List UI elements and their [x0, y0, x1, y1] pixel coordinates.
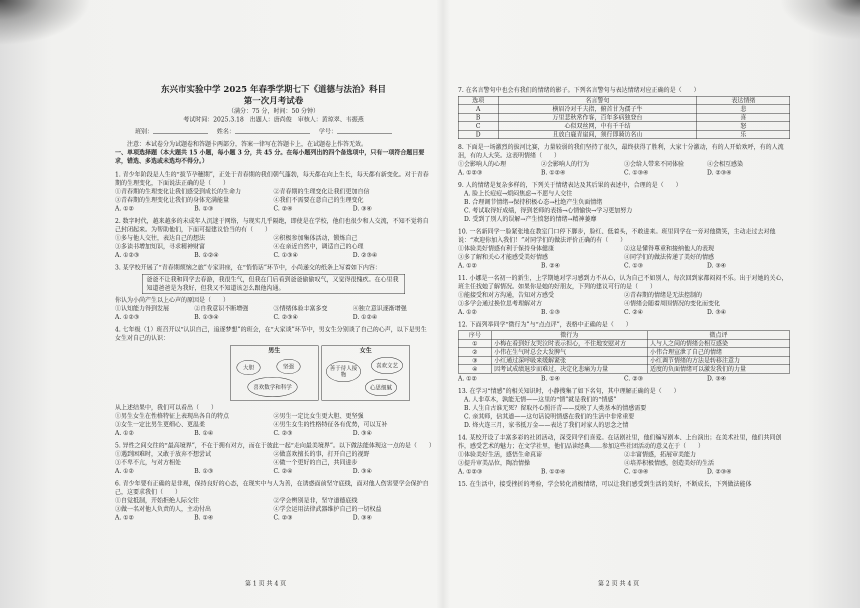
statement: ②丰富情感，拓展审美能力 — [624, 451, 697, 458]
answer-choices — [115, 429, 432, 438]
question-stem: 14. 某校开设了丰富多彩的社团活动，深受同学们喜爱。在话剧社里，他们编写剧本、上台演出；在美术社里，他们共同创作，感受艺术的魅力；在文学社里，他们品读经典……参加这些社团活动的意义在于（ ） — [458, 434, 782, 450]
page-2-footer: 第 2 页 共 4 页 — [598, 580, 640, 587]
statement: ④独立意识逐渐增强 — [352, 305, 407, 312]
choice-a: A. ①② — [115, 205, 134, 212]
table-cell: 小梅在看到好友哭泣时表示担心，不住地安慰对方 — [491, 339, 647, 348]
choice-c: C. 亲其师，信其道——这句话说明情感在我们的生活中非常重要 — [464, 413, 635, 420]
class-label: 班别： — [135, 128, 154, 135]
id-label: 学号： — [318, 128, 337, 135]
question-2 — [115, 217, 432, 260]
table-row — [458, 130, 790, 139]
answer-choices — [458, 396, 790, 430]
class-blank — [153, 127, 208, 134]
choice-d: D. ③④ — [352, 467, 372, 475]
table-cell: 小伟在生气时总会大发脾气 — [491, 348, 647, 357]
student-info-line — [115, 127, 432, 136]
statement: ③会给人带来不同体验 — [624, 160, 685, 168]
choice-a: A. ①②③ — [115, 313, 140, 321]
statement: ②青春期的情绪是无法控制的 — [624, 291, 703, 299]
question-stem: 2. 数字时代，越来越多的未成年人沉迷于网络，与现实几乎隔绝，即使是在学校，他们也很少和人交流，不知不觉将自己封闭起来。为帮助他们，下面可提建议恰当的有（ ） — [115, 217, 429, 233]
question-stem: 13. 在学习“情感”的相关知识时，小静搜集了如下名句，其中理解正确的是（ ） — [458, 387, 680, 395]
statement: ②做喜欢擅长的事，打开自己的视野 — [273, 450, 370, 458]
page-fold-shadow — [436, 0, 450, 608]
statement: ③多了解和关心才能感受美好情感 — [458, 253, 549, 261]
statement-list — [115, 450, 432, 467]
statement: ④同学们的做法传递了美好的情感 — [624, 253, 715, 261]
table-row — [458, 356, 790, 365]
statement: ④会相互感染 — [707, 160, 744, 168]
statement: ④在亲近自然中，调适自己的心理 — [273, 243, 364, 250]
statement: ①青春期的生理变化让我们感受到成长的生命力 — [115, 188, 242, 195]
table-header: 名言警句 — [498, 96, 697, 105]
statement-list — [458, 245, 790, 262]
answer-choices — [115, 313, 432, 322]
exam-info: 考试时间：2025.3.18 出题人：唐尚俊 审核人：黄琼翠、韦振燕 — [183, 116, 364, 123]
exam-page-1 — [115, 84, 435, 526]
statement-list — [115, 497, 432, 514]
question-7 — [458, 86, 790, 139]
question-ask: 你认为小尚产生以上心声的原因是（ ） — [115, 296, 230, 304]
girl-label: 女生 — [359, 347, 372, 354]
statement: ②这是懂得尊重和接纳他人的表现 — [624, 245, 715, 252]
question-stem: 5. 异性之间交往的“最高境界”，不在于拥有对方，而在于彼此一起“走向最美境界”。以下做法能体现这一点的是（ ） — [115, 442, 435, 449]
choice-b: B. ①④ — [194, 514, 214, 521]
choice-b: B. ①②④ — [194, 251, 219, 259]
score-info: （满分：75 分，时间：50 分钟） — [227, 107, 320, 115]
choice-c: C. ①③④ — [624, 169, 649, 176]
boys-girls-figure — [230, 346, 410, 401]
choice-b: B. ①④ — [194, 429, 214, 437]
table-header: 微点评 — [647, 331, 790, 340]
statement-list — [458, 451, 790, 468]
choice-d: D. 烽火连三月，家书抵万金——表达了我们对家人的思念之情 — [464, 421, 629, 429]
choice-c: C. ②④ — [273, 467, 293, 475]
choice-d: D. ②③④ — [707, 169, 732, 176]
statement: ③不卑不亢，与对方相处 — [115, 459, 182, 466]
statement: ①能接受和对方沟通，告知对方感受 — [458, 291, 555, 299]
table-row — [458, 113, 790, 122]
table-cell: 悲 — [697, 105, 790, 114]
girl-panel — [322, 346, 411, 401]
table-cell: 小红通过深呼吸来缓解紧张 — [491, 356, 647, 365]
question-10 — [458, 228, 790, 271]
statement: ②青春期的生理变化让我们更加自信 — [273, 188, 370, 195]
exam-subtitle: 第一次月考试卷 — [243, 96, 304, 106]
question-15 — [458, 480, 790, 489]
statement: ①自觉抵制，开始拒绝人际交往 — [115, 497, 200, 504]
statement: ①多与他人交往，表达自己的想法 — [115, 234, 206, 242]
boy-trait-bubble: 喜欢数学和科学 — [248, 377, 298, 397]
notice: 注意：本试卷分为试题卷和答题卡两部分，答案一律写在答题卡上，在试题卷上作答无效。 — [127, 140, 368, 148]
choice-c: C. ②③ — [624, 375, 643, 382]
choice-a: A. ①② — [458, 262, 477, 269]
question-stem: 4. 七年级（1）班召开以“认识自己，追逐梦想”的班会，在“大家谈”环节中，男女生分别谈了自己的心声，以下是男生女生对自己的认识： — [115, 326, 427, 342]
statement: ③提升审美品位，陶冶情操 — [458, 459, 531, 467]
choice-d: D. ②③④ — [707, 468, 732, 475]
statement: ①男生女生在性格特征上表现出各自的特点 — [115, 412, 230, 420]
question-14 — [458, 434, 790, 477]
name-label: 姓名： — [216, 128, 235, 135]
table-row — [458, 105, 790, 114]
choice-a: A. ①② — [115, 429, 134, 437]
statement: ③女生一定比男生更细心、更温柔 — [115, 421, 206, 428]
choice-d: D. 受到了别人的误解→产生愤怒的情绪→精神萎靡 — [464, 215, 597, 223]
answer-choices — [115, 467, 432, 476]
statement-list — [115, 412, 432, 429]
choice-a: A. ①② — [458, 308, 477, 316]
question-11 — [458, 274, 790, 317]
statement: ①会影响人的心理 — [458, 160, 507, 168]
question-stem: 15. 在生活中，接受挫折的考验，学会转化消极情绪，可以让我们感受到生活的美好，不断成长，下列做法能体 — [458, 480, 752, 488]
choice-b: B. ①③ — [194, 467, 214, 475]
choice-d: D. ③④ — [352, 514, 372, 521]
statement: ④培养积极情感，创造美好的生活 — [624, 459, 715, 467]
choice-a: A. ①②③ — [458, 468, 483, 475]
statement: ②积极参加集体活动，锻炼自己 — [273, 234, 358, 242]
statement: ①认知能力得到发展 — [115, 305, 170, 312]
question-stem: 12. 下面列举同学“微行为”与“点点评”，表格中正确的是（ ） — [458, 321, 632, 328]
question-8 — [458, 143, 790, 177]
section-title: 一、单项选择题（本大题共 15 小题，每小题 3 分，共 45 分。在每小题列出的四个备选项中，只有一项符合题目要求，错选、多选或未选均不得分。） — [115, 149, 425, 165]
name-blank — [235, 127, 310, 134]
choice-a: A. 人非草木，孰能无情——这里的“情”就是我们的“情感” — [464, 396, 617, 403]
question-stem: 10. 一名新同学一脸紧张地在教室门口停下脚步，脸红、低着头，不敢进来。班里同学在一旁对他微笑，主动走过去对他说：“欢迎你加入我们！”对同学们的做法评价正确的有（ ） — [458, 228, 776, 244]
answer-choices — [458, 308, 790, 317]
girl-trait-bubble: 喜欢文艺 — [371, 357, 403, 374]
statement: ④做一个更好的自己，共同进步 — [273, 459, 358, 466]
question-stem: 9. 人的情绪是复杂多样的，下列关于情绪表达及其后果的表述中，合理的是（ ） — [458, 181, 682, 189]
table-row — [458, 348, 790, 357]
answer-choices — [458, 190, 790, 224]
choice-c: C. ②③④ — [273, 313, 298, 321]
choice-a: A. 脸上长痘痘→烦闷焦虑→不愿与人交往 — [464, 190, 573, 197]
answer-choices — [458, 262, 790, 271]
choice-c: C. ②③ — [273, 429, 293, 437]
question-4 — [115, 326, 432, 438]
girl-trait-bubble: 善于待人接物 — [326, 361, 361, 382]
id-blank — [337, 127, 392, 134]
choice-d: D. ③④ — [352, 205, 372, 212]
table-header: 表达情绪 — [697, 96, 790, 105]
statement-list — [115, 305, 432, 314]
table-cell: C — [458, 122, 498, 131]
question-stem: 8. 下面是一场激烈的拔河比赛，力量较弱的我们坚持了很久，最终获得了胜利，大家十分激动，有的人开始欢呼，有的人流泪，有的人大笑。这表明情绪（ ） — [458, 143, 784, 159]
table-cell: B — [458, 113, 498, 122]
choice-b: B. ①④ — [541, 375, 560, 382]
table-cell: 因考试成绩退步而难过，决定化悲痛为力量 — [491, 365, 647, 374]
table-row — [458, 339, 790, 348]
table-header: 选项 — [458, 96, 498, 105]
exam-page-2 — [458, 86, 790, 493]
statement: ②学会辨别是非，坚守道德底线 — [273, 497, 358, 504]
choice-a: A. ①② — [115, 514, 134, 521]
question-stem: 1. 青少年阶段是人生的“拔节孕穗期”，正处于青春期的我们朝气蓬勃，每天都在向上生长，每天都有新变化。对于青春期的生理变化，下面说法正确的是（ ） — [115, 171, 429, 187]
statement: ④我们不需要在意自己的生理变化 — [273, 196, 364, 204]
choice-a: A. ①② — [115, 467, 134, 475]
statement-list — [458, 291, 790, 308]
table-row — [458, 365, 790, 374]
behavior-comment-table — [458, 331, 790, 374]
table-cell: 喜 — [697, 113, 790, 122]
table-cell: 横眉冷对千夫指，俯首甘为孺子牛 — [498, 105, 697, 114]
table-cell: 万里悲秋常作客，百年多病独登台 — [498, 113, 697, 122]
statement: ④情绪会随着周围情况的变化而变化 — [624, 300, 721, 307]
choice-d: D. ①②④ — [352, 313, 378, 321]
statement: ④男生女生的性格特征各有优势，可以互补 — [273, 421, 388, 428]
choice-b: B. ②④ — [541, 262, 560, 269]
choice-b: B. ①②④ — [541, 468, 566, 475]
statement: ②男生一定比女生更大胆、更坚强 — [273, 412, 364, 420]
question-stem: 7. 在名言警句中也会有我们的情绪的影子。下列名言警句与表达情绪对应正确的是（ ） — [458, 86, 700, 94]
question-1 — [115, 171, 432, 214]
answer-choices — [458, 169, 790, 178]
table-cell: 心似双丝网，中有千千结 — [498, 122, 697, 131]
table-header: 微行为 — [491, 331, 647, 340]
exam-title: 东兴市实验中学 2025 年春季学期七下《道德与法治》科目 — [160, 84, 387, 95]
table-row — [458, 122, 790, 131]
table-header-row — [458, 96, 790, 105]
choice-c: C. ①③④ — [624, 468, 649, 475]
question-stem: 6. 青少年要有正确的是非观，保持良好的心态，在现实中与人为善，在诱惑面前坚守底线，面对他人伤害要学会保护自己，这要求我们（ ） — [115, 480, 429, 496]
choice-d: D. ②③④ — [352, 251, 378, 259]
page-1-footer: 第 1 页 共 4 页 — [245, 580, 287, 587]
answer-choices — [458, 375, 790, 384]
choice-a: A. ①② — [458, 375, 477, 382]
statement: ③多学会通过换位思考理解对方 — [458, 300, 543, 307]
statement: ②自我意识不断增强 — [194, 305, 249, 312]
table-header-row — [458, 331, 790, 340]
choice-c: C. ②③ — [273, 514, 293, 521]
table-cell: 小红调节情绪的方法是转移注意力 — [647, 356, 790, 365]
boy-trait-bubble: 坚强 — [277, 359, 301, 374]
choice-a: A. ①②③ — [458, 169, 483, 176]
table-cell: 适度的负面情绪可以激发我们的力量 — [647, 365, 790, 374]
statement: ④学会运用法律武器维护自己的一切权益 — [273, 505, 382, 513]
choice-b: B. ①②④ — [541, 169, 566, 176]
choice-d: D. ③④ — [707, 375, 727, 382]
question-12 — [458, 321, 790, 384]
table-cell: ② — [458, 348, 491, 357]
table-cell: 人与人之间的情绪会相互感染 — [647, 339, 790, 348]
choice-b: B. 合理调节情绪→保持积极心态→杜绝产生负面情绪 — [464, 198, 603, 206]
statement: ③做一名对他人负责的人，主动付出 — [115, 505, 212, 513]
girl-trait-bubble: 心思细腻 — [365, 379, 397, 396]
question-3 — [115, 264, 432, 322]
statement: ③青春期的生理变化让我们的身体充满能量 — [115, 196, 230, 204]
statement: ①体验美好情感有利于保持身体健康 — [458, 245, 555, 252]
table-header: 序号 — [458, 331, 491, 340]
statement-list — [115, 234, 432, 251]
question-stem: 11. 小娜是一名初一的新生，上学期她对学习感到力不从心，认为自己不如别人，每次回到家都闷闷不乐。出于对她的关心，班主任找她了解情况。如果你是她的好朋友，下列的建议可行的是（ ） — [458, 274, 788, 290]
table-cell: ① — [458, 339, 491, 348]
statement: ③情绪体验丰富多变 — [273, 305, 328, 312]
table-cell: 乐 — [697, 130, 790, 139]
choice-b: B. ①③④ — [194, 313, 219, 321]
note-box: 爸爸不让我和同学去春游，我很生气，但我在门后看到爸爸偷偷叹气，又觉得很愧疚。在心里我知道爸爸是为我好，但我又不知道该怎么跟他沟通。 — [142, 274, 405, 294]
question-13 — [458, 387, 790, 430]
answer-choices — [115, 514, 432, 523]
boy-trait-bubble: 大胆 — [237, 360, 261, 375]
choice-b: B. 人生自古谁无死？留取丹心照汗青——反映了人类基本的情感需要 — [464, 404, 647, 412]
table-cell: ④ — [458, 365, 491, 374]
choice-c: C. ②④ — [273, 205, 293, 212]
table-cell: 怒 — [697, 122, 790, 131]
table-cell: 且放白鹿青崖间，须行即骑访名山 — [498, 130, 697, 139]
choice-c: C. 考试取得好成绩，得到老师的表扬→心情愉快→学习更加努力 — [464, 207, 633, 214]
boy-panel — [230, 346, 319, 401]
statement: ①遇到困难时，又敢于放弃不想尝试 — [115, 450, 212, 458]
choice-b: B. ①③ — [541, 308, 560, 316]
table-cell: ③ — [458, 356, 491, 365]
answer-choices — [115, 205, 432, 214]
statement-list — [115, 188, 432, 205]
choice-d: D. ③④ — [352, 429, 372, 437]
question-5 — [115, 442, 435, 476]
quote-emotion-table — [458, 96, 790, 139]
statement: ②会影响人的行为 — [541, 160, 590, 168]
choice-d: D. ③④ — [707, 308, 727, 316]
choice-b: B. ①③ — [194, 205, 214, 212]
answer-choices — [115, 251, 432, 260]
choice-c: C. ①③ — [624, 262, 643, 269]
choice-c: C. ②④ — [624, 308, 643, 316]
table-cell: 小伟合理宣泄了自己的情绪 — [647, 348, 790, 357]
choice-c: C. ①③④ — [273, 251, 298, 259]
table-cell: A — [458, 105, 498, 114]
choice-a: A. ①②③ — [115, 251, 140, 259]
question-6 — [115, 480, 432, 523]
choice-d: D. ③④ — [707, 262, 727, 269]
question-9 — [458, 181, 790, 224]
table-cell: D — [458, 130, 498, 139]
answer-choices — [458, 468, 790, 477]
statement: ③多读书增加知识，寻求精神财富 — [115, 243, 206, 250]
boy-label: 男生 — [268, 347, 281, 354]
question-ask: 从上述结果中，我们可以看出（ ） — [115, 404, 218, 411]
question-stem: 3. 某学校开展了“青春期烦恼之旅”专家讲座，在“悄悄话”环节中，小尚递交的纸条上写着如下内容： — [115, 264, 381, 271]
statement: ①体验美好生活，感悟生命真谛 — [458, 451, 543, 458]
statement-list — [458, 160, 790, 169]
